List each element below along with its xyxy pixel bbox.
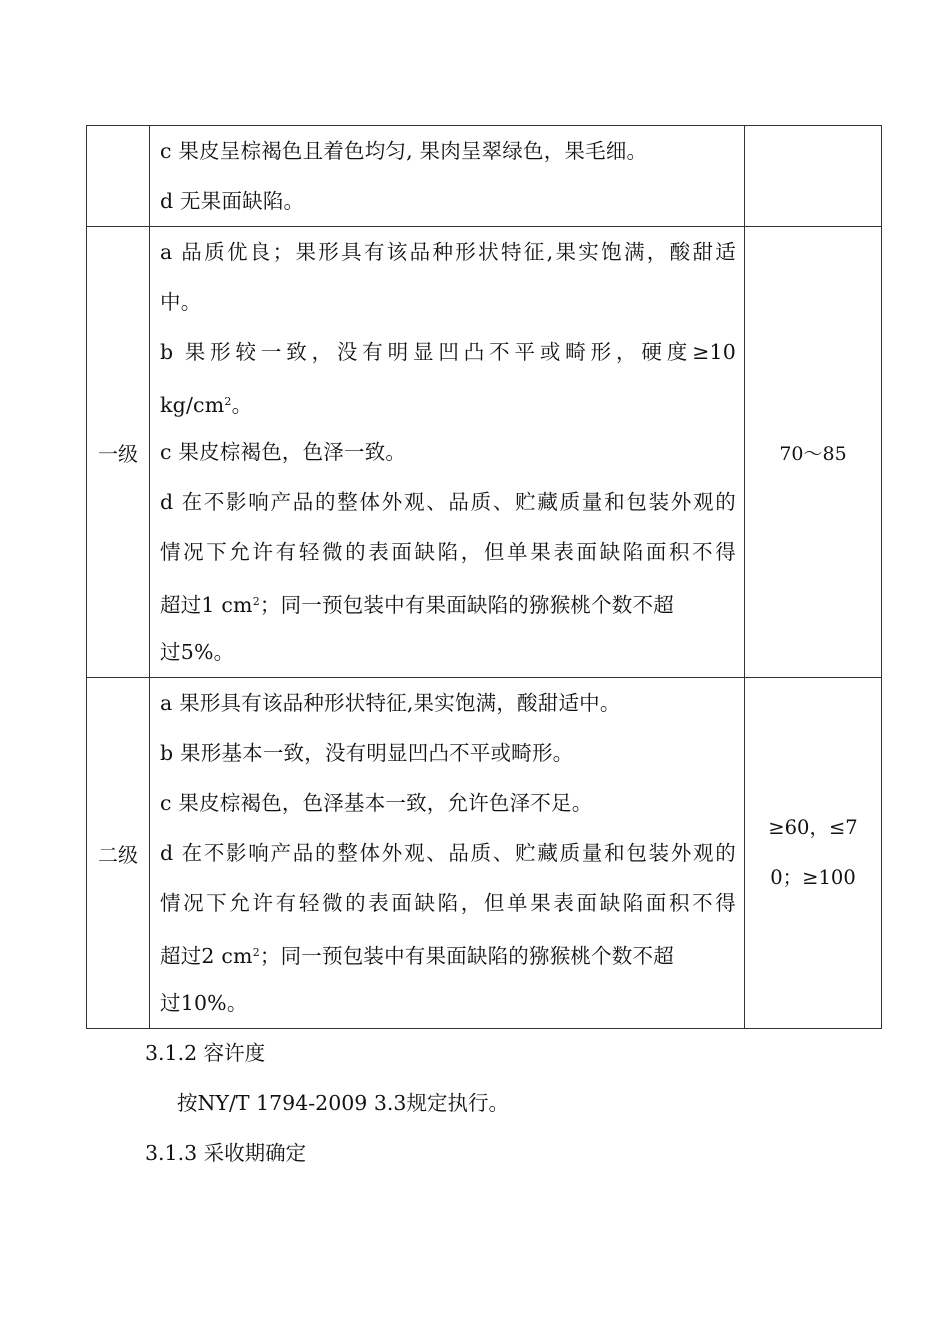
description-line: a 品质优良；果形具有该品种形状特征,果实饱满，酸甜适 [160,240,736,264]
description-cell [150,678,745,1029]
description-line: 过5%。 [160,640,235,664]
description-line: c 果皮呈棕褐色且着色均匀, 果肉呈翠绿色，果毛细。 [160,139,648,163]
grade-cell: 二级 [87,678,150,1029]
table-row [87,227,882,678]
section-heading-tolerance: 3.1.2 容许度 [145,1041,266,1065]
description-line: b 果形基本一致，没有明显凹凸不平或畸形。 [160,741,574,765]
description-line: b 果形较一致，没有明显凹凸不平或畸形，硬度≥10 [160,340,736,364]
description-line [160,577,736,627]
description-line: d 在不影响产品的整体外观、品质、贮藏质量和包装外观的 [160,490,736,514]
grade-standards-table [86,125,882,1029]
score-line: ≥60，≤7 [768,816,858,839]
description-line: 过10%。 [160,991,248,1015]
punctuation: 。 [231,393,253,417]
superscript: 2 [252,946,260,959]
unit-text: kg/cm [160,393,225,417]
description-line: 中。 [160,290,202,314]
text-segment: 超过1 cm [160,593,253,617]
score-cell [745,678,882,1029]
tolerance-text: 按NY/T 1794-2009 3.3规定执行。 [177,1091,509,1115]
superscript: 2 [252,595,260,608]
score-cell: 70～85 [745,227,882,678]
description-line: 情况下允许有轻微的表面缺陷，但单果表面缺陷面积不得 [160,540,736,564]
description-line: 情况下允许有轻微的表面缺陷，但单果表面缺陷面积不得 [160,891,736,915]
description-cell [150,126,745,227]
score-line: 0；≥100 [770,866,856,889]
description-line [160,928,736,978]
description-line [160,377,736,427]
description-cell [150,227,745,678]
table-row [87,678,882,1029]
description-line: d 无果面缺陷。 [160,189,305,213]
description-line: a 果形具有该品种形状特征,果实饱满，酸甜适中。 [160,691,621,715]
table-row [87,126,882,227]
section-heading-harvest: 3.1.3 采收期确定 [145,1141,307,1165]
description-line: c 果皮棕褐色，色泽基本一致，允许色泽不足。 [160,791,593,815]
text-segment: ；同一预包装中有果面缺陷的猕猴桃个数不超 [259,944,674,968]
text-segment: ；同一预包装中有果面缺陷的猕猴桃个数不超 [259,593,674,617]
description-line: d 在不影响产品的整体外观、品质、贮藏质量和包装外观的 [160,841,736,865]
description-line: c 果皮棕褐色，色泽一致。 [160,440,407,464]
grade-cell [87,126,150,227]
grade-cell: 一级 [87,227,150,678]
text-segment: 超过2 cm [160,944,253,968]
score-cell [745,126,882,227]
superscript: 2 [224,395,232,408]
